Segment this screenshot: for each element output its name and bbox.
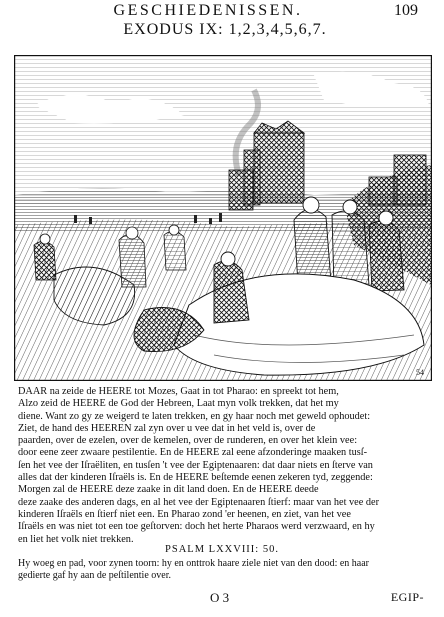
text-line: ſen het vee der Iſraëliten, en tusſen 't vee der Egiptenaaren: dat daar niets en ſterve van [18,459,373,471]
text-line: Ziet, de hand des HEEREN zal zyn over u vee dat in het veld is, over de [18,422,316,434]
text-line: DAAR na zeide de HEERE tot Mozes, Gaat in tot Pharao: en spreekt tot hem, [18,386,339,397]
text-line: Morgen zal de HEERE deze zaake in dit land doen. En de HEERE deede [18,484,319,496]
chapter-reference: EXODUS IX: 1,2,3,4,5,6,7. [123,21,327,38]
psalm-text [18,558,433,582]
plate-number: 54 [416,368,424,377]
text-line: kinderen Iſraëls en ſtierf niet een. En Pharao zond 'er heenen, en ziet, van het vee [18,508,351,520]
text-line: Alzo zeid de HEERE de God der Hebreen, Laat myn volk trekken, dat het my [18,398,339,410]
text-line: alles dat der kinderen Iſraëls is. En de HEERE beſtemde eenen zekeren tyd, zeggende: [18,472,373,484]
page-number: 109 [394,2,418,19]
text-line: deze zaake des anderen dags, en al het vee der Egiptenaaren ſtierf: maar van het vee der [18,496,380,508]
text-line: en liet het volk niet trekken. [18,533,134,545]
text-line: door eene zeer zwaare pestilentie. En de HEERE zal eene afzonderinge maaken tusſ- [18,447,368,459]
engraving-svg [14,55,432,381]
scripture-text [18,386,433,546]
signature-mark: O 3 [210,590,230,605]
running-header: GESCHIEDENISSEN. [113,2,303,19]
psalm-line: Hy woeg en pad, voor zynen toorn: hy en onttrok haare ziele niet van den dood: en haar [18,558,369,569]
text-line: diene. Want zo gy ze weigerd te laten trekken, en gy haar noch met geweld ophoudet: [18,410,371,422]
psalm-reference: PSALM LXXVIII: 50. [165,544,279,555]
catchword: EGIP- [390,590,424,604]
engraving-illustration [14,55,432,381]
psalm-line: gedierte gaf hy aan de peſtilentie over. [18,570,171,581]
text-line: Iſraëls en was niet tot een toe geſtorven: doch het herte Pharaos werd verzwaard, en hy [18,521,375,533]
text-line: paarden, over de ezelen, over de kemelen, over de runderen, en over het klein vee: [18,435,358,447]
